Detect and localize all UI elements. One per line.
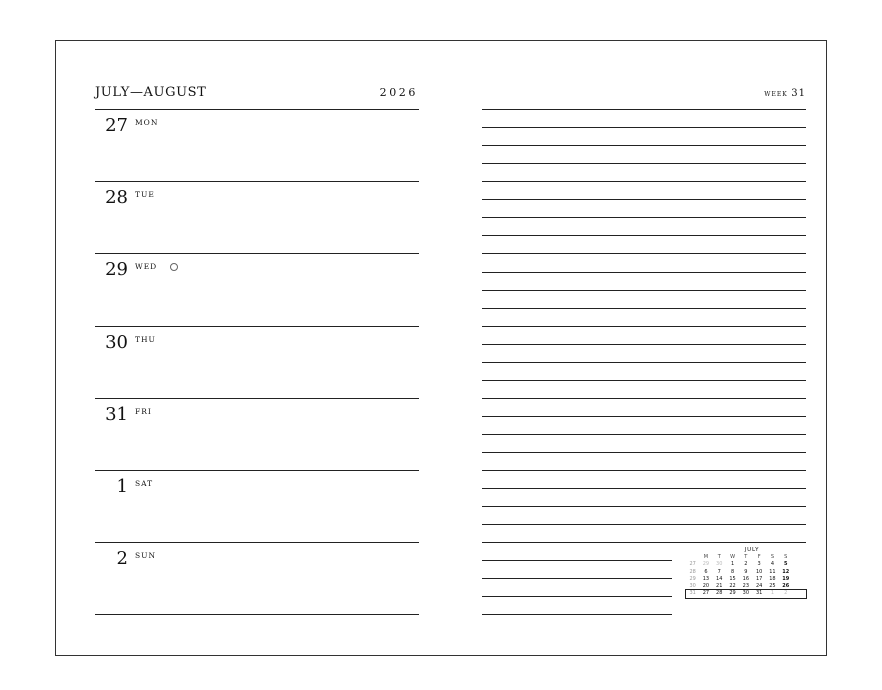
mini-calendar-week-row	[686, 583, 806, 590]
note-line	[482, 181, 806, 182]
mini-calendar-day: 8	[730, 568, 735, 575]
mini-calendar-weekday: S	[770, 554, 775, 560]
day-name: THU	[135, 334, 156, 344]
day-name: MON	[135, 118, 159, 127]
mini-calendar-day: 29	[729, 590, 736, 597]
mini-calendar-day: 4	[770, 561, 775, 568]
mini-calendar-day: 11	[769, 568, 776, 575]
day-divider-line	[95, 253, 419, 254]
mini-calendar-day: 15	[729, 575, 736, 582]
week-number: 31	[791, 88, 806, 99]
note-line	[482, 272, 806, 273]
mini-calendar-day: 24	[755, 583, 763, 590]
week-word: week	[764, 89, 788, 98]
note-line	[482, 308, 806, 309]
mini-calendar-day: 22	[729, 583, 736, 590]
mini-calendar-weekday: S	[784, 554, 788, 560]
note-line	[482, 614, 672, 615]
mini-calendar-week-number: 31	[689, 590, 696, 597]
note-line	[482, 163, 806, 164]
note-line	[482, 362, 806, 363]
day-number: 1	[116, 475, 128, 497]
mini-calendar-week-number: 29	[689, 575, 696, 582]
mini-calendar-day: 2	[784, 590, 788, 597]
day-number: 27	[105, 115, 128, 136]
mini-calendar-day: 9	[744, 568, 748, 575]
mini-calendar-day: 25	[769, 583, 776, 590]
mini-calendar-title: JULY	[744, 547, 760, 553]
month-range-title: JULY—AUGUST	[95, 85, 207, 100]
mini-calendar-day: 29	[702, 561, 710, 568]
mini-calendar-weekday: M	[703, 554, 709, 560]
mini-calendar-day: 30	[716, 561, 723, 568]
note-line	[482, 470, 806, 471]
mini-calendar-day: 6	[704, 568, 708, 575]
note-line	[482, 380, 806, 381]
mini-calendar-day: 23	[742, 583, 750, 590]
mini-calendar-week-row	[686, 590, 806, 597]
mini-calendar-day: 28	[716, 590, 723, 597]
mini-calendar-day: 21	[716, 583, 723, 590]
note-line	[482, 235, 806, 236]
mini-calendar-day: 2	[744, 561, 748, 568]
note-line	[482, 217, 806, 218]
mini-calendar-weekday: T	[744, 554, 748, 560]
note-line	[482, 434, 806, 435]
mini-calendar-day: 14	[716, 575, 723, 582]
mini-calendar-day: 1	[770, 590, 775, 597]
day-number: 31	[105, 403, 128, 425]
mini-calendar-week-number: 30	[689, 583, 696, 590]
note-line	[482, 253, 806, 254]
day-divider-line	[95, 470, 419, 471]
week-label	[700, 88, 806, 99]
note-line	[482, 398, 806, 399]
mini-calendar-week-number: 27	[689, 561, 696, 568]
day-name: SAT	[135, 478, 154, 488]
note-line	[482, 506, 806, 507]
mini-calendar-day: 30	[742, 590, 750, 597]
mini-calendar-day: 16	[742, 575, 750, 582]
mini-calendar-week-row	[686, 576, 806, 583]
day-divider-line	[95, 614, 419, 615]
mini-calendar-day: 31	[755, 590, 763, 597]
day-name: SUN	[135, 551, 157, 561]
day-divider-line	[95, 109, 419, 110]
day-number: 29	[105, 259, 128, 281]
day-divider-line	[95, 326, 419, 327]
mini-calendar-day: 1	[730, 561, 735, 568]
mini-calendar-week-row	[686, 569, 806, 576]
day-divider-line	[95, 398, 419, 399]
day-name: WED	[135, 262, 158, 272]
day-name: TUE	[135, 190, 155, 200]
year-label: 2026	[379, 86, 418, 99]
note-line	[482, 109, 806, 110]
mini-calendar-day: 26	[782, 583, 790, 590]
day-divider-line	[95, 181, 419, 182]
mini-calendar-week-number: 28	[689, 568, 696, 575]
mini-calendar-day: 10	[755, 568, 763, 575]
note-line	[482, 199, 806, 200]
mini-calendar-day: 12	[782, 568, 790, 575]
mini-calendar-day: 5	[783, 561, 788, 568]
day-divider-line	[95, 542, 419, 543]
day-number: 2	[116, 548, 128, 570]
note-line	[482, 290, 806, 291]
note-line	[482, 488, 806, 489]
mini-calendar-day: 19	[782, 575, 790, 582]
note-line	[482, 127, 806, 128]
note-line	[482, 560, 672, 561]
mini-calendar-week-row	[686, 561, 806, 568]
day-name: FRI	[135, 406, 152, 416]
note-line	[482, 416, 806, 417]
mini-calendar-corner	[686, 554, 699, 561]
mini-calendar-day: 3	[757, 561, 761, 568]
note-line	[482, 578, 672, 579]
mini-calendar-day: 7	[717, 568, 721, 575]
mini-calendar-day: 27	[702, 590, 710, 597]
mini-calendar	[686, 546, 806, 598]
mini-calendar-day: 17	[755, 575, 763, 582]
note-line	[482, 452, 806, 453]
mini-calendar-day: 13	[702, 575, 710, 582]
mini-calendar-day: 20	[702, 583, 710, 590]
note-line	[482, 145, 806, 146]
note-line	[482, 524, 806, 525]
mini-calendar-day: 18	[769, 575, 776, 582]
day-number: 28	[105, 187, 128, 209]
mini-calendar-weekday: W	[730, 554, 736, 560]
note-line	[482, 542, 806, 543]
note-line	[482, 326, 806, 327]
note-line	[482, 344, 806, 345]
mini-calendar-weekday: T	[717, 554, 721, 560]
mini-calendar-weekday-row	[686, 554, 806, 561]
day-number: 30	[105, 331, 128, 353]
note-line	[482, 596, 672, 597]
mini-calendar-weekday: F	[757, 554, 761, 560]
